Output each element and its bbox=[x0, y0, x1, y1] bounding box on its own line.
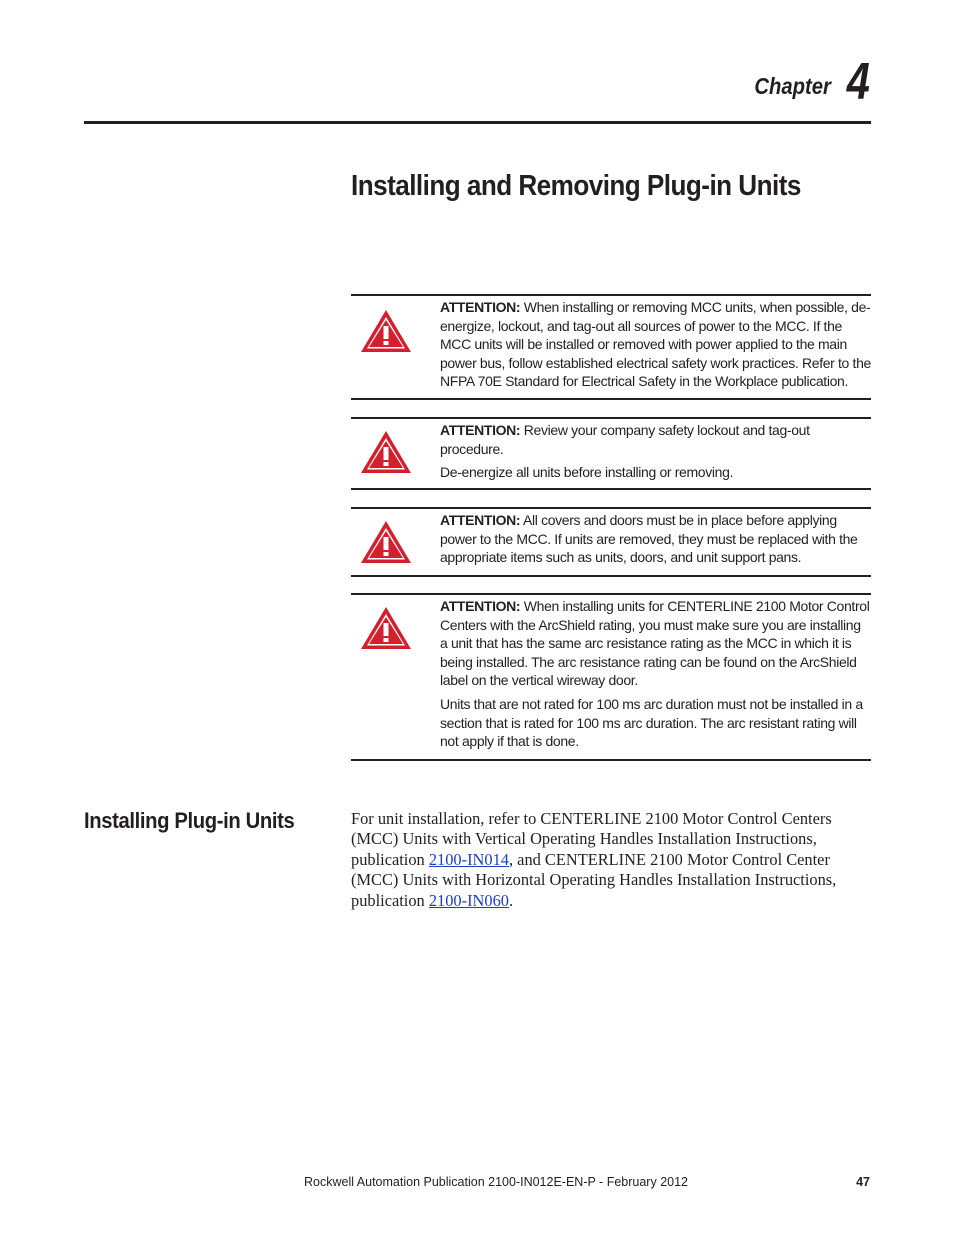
attention-block bbox=[351, 593, 871, 761]
attention-label: ATTENTION: bbox=[440, 299, 521, 315]
attention-label: ATTENTION: bbox=[440, 512, 521, 528]
page-title: Installing and Removing Plug-in Units bbox=[351, 170, 801, 202]
section-paragraph: For unit installation, refer to CENTERLINE 2100 Motor Control Centers (MCC) Units with Vertical Operating Handles Installation Instructions, publication 2100-IN014, and CENTERLINE 2100 Motor Control Center (MCC) Units with Horizontal Operating Handles Installation Instructions, publication 2100-IN060. bbox=[351, 809, 837, 910]
attention-paragraph: De-energize all units before installing or removing. bbox=[440, 464, 734, 481]
page-footer bbox=[0, 1175, 954, 1195]
warning-triangle-icon bbox=[359, 519, 413, 565]
attention-paragraph: Units that are not rated for 100 ms arc duration must not be installed in a section that is rated for 100 ms arc duration. The arc resistant rating will not apply if that is done. bbox=[440, 695, 863, 750]
warning-triangle-icon bbox=[359, 605, 413, 651]
warning-triangle-icon bbox=[359, 429, 413, 475]
section-heading: Installing Plug-in Units bbox=[84, 808, 295, 833]
chapter-label: Chapter bbox=[754, 73, 832, 99]
attention-paragraph: ATTENTION: Review your company safety lockout and tag-out procedure. bbox=[440, 422, 810, 457]
warning-triangle-icon bbox=[359, 308, 413, 354]
attention-block bbox=[351, 294, 871, 400]
attention-label: ATTENTION: bbox=[440, 598, 521, 614]
page-number: 47 bbox=[856, 1175, 870, 1189]
attention-paragraph: ATTENTION: All covers and doors must be in place before applying power to the MCC. If units are removed, they must be replaced with the appropriate items such as units, doors, and unit support pans. bbox=[440, 512, 858, 566]
attention-block bbox=[351, 417, 871, 490]
chapter-rule bbox=[84, 121, 871, 124]
publication-link-2100-in014[interactable]: 2100-IN014 bbox=[428, 849, 509, 869]
chapter-number: 4 bbox=[846, 53, 870, 111]
chapter-heading bbox=[744, 53, 870, 111]
footer-publication: Rockwell Automation Publication 2100-IN012E-EN-P - February 2012 bbox=[304, 1175, 688, 1189]
attention-block bbox=[351, 507, 871, 577]
attention-paragraph: ATTENTION: When installing or removing MCC units, when possible, de-energize, lockout, and tag-out all sources of power to the MCC. If the MCC units will be installed or removed with power applied to the main power bus, follow established electrical safety work practices. Refer to the NFPA 70E Standard for Electrical Safety in the Workplace publication. bbox=[440, 299, 871, 390]
publication-link-2100-in060[interactable]: 2100-IN060 bbox=[428, 890, 509, 910]
attention-paragraph: ATTENTION: When installing units for CENTERLINE 2100 Motor Control Centers with the ArcShield rating, you must make sure you are installing a unit that has the same arc resistance rating as the MCC in which it is being installed. The arc resistance rating can be found on the ArcShield label on the vertical wireway door. bbox=[440, 598, 870, 689]
attention-label: ATTENTION: bbox=[440, 422, 521, 438]
